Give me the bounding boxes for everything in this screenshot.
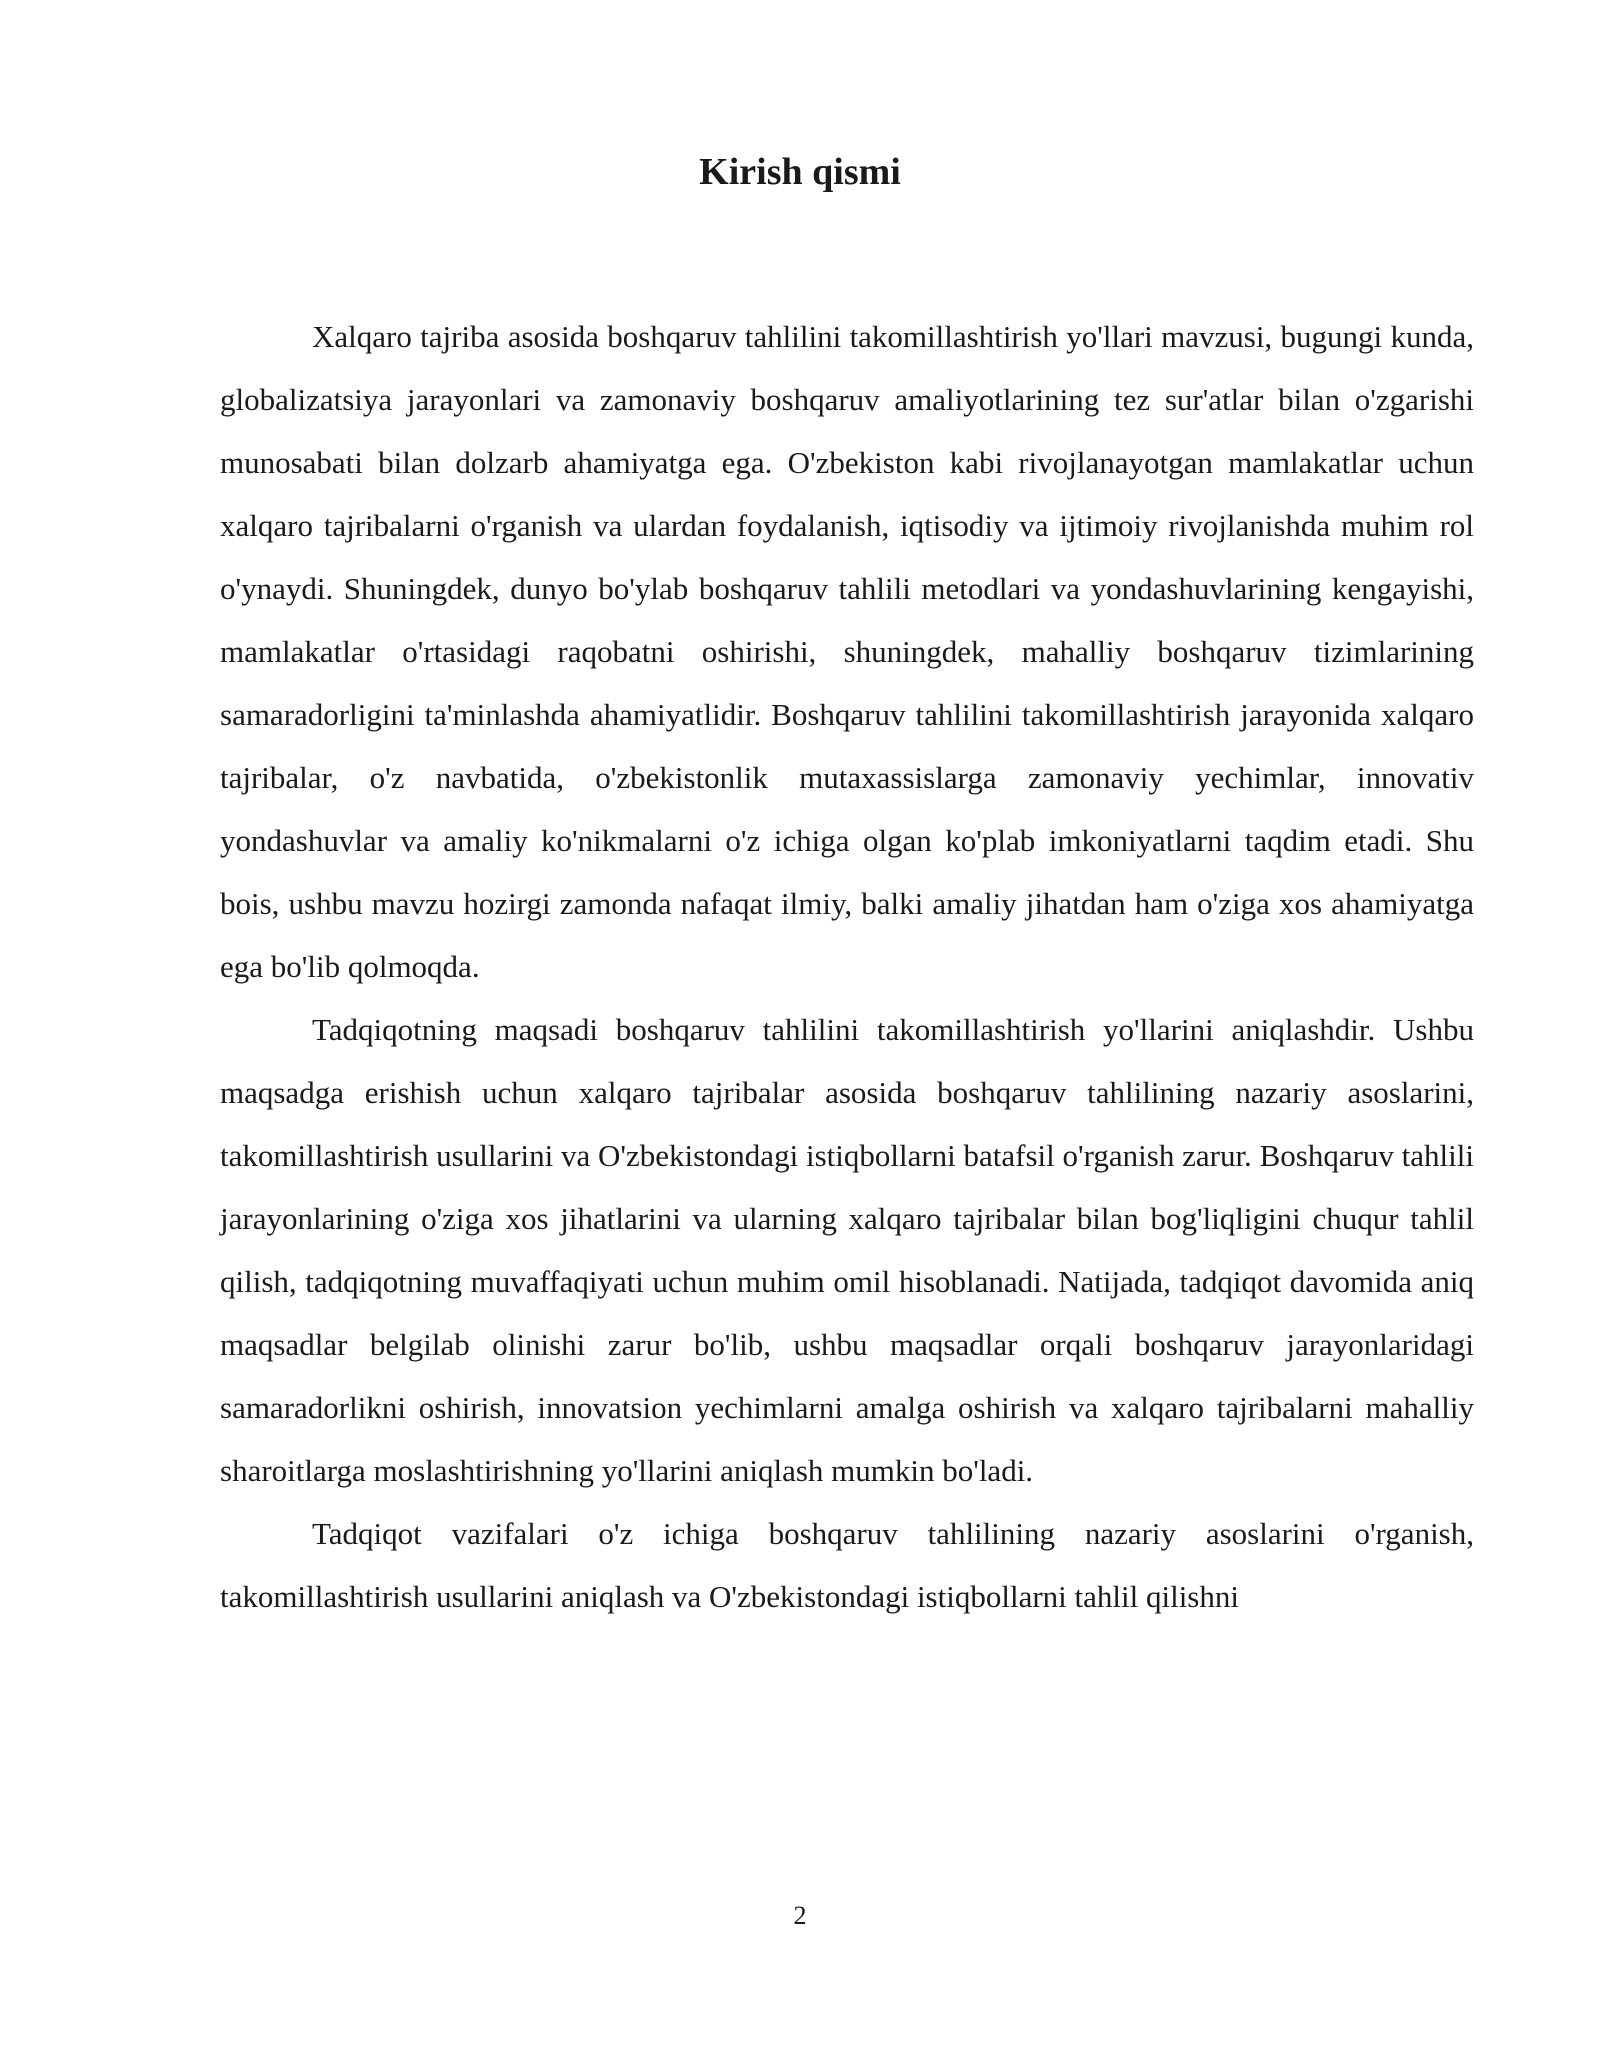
- paragraph-3: Tadqiqot vazifalari o'z ichiga boshqaruv tahlilining nazariy asoslarini o'rganish, takomillashtirish usullarini aniqlash va O'zbekistondagi istiqbollarni tahlil qilishni: [220, 1516, 1474, 1614]
- paragraph-1: Xalqaro tajriba asosida boshqaruv tahlilini takomillashtirish yo'llari mavzusi, bugungi kunda, globalizatsiya jarayonlari va zamonaviy boshqaruv amaliyotlarining tez sur'atlar bilan o'zgarishi munosabati bilan dolzarb ahamiyatga ega. O'zbekiston kabi rivojlanayotgan mamlakatlar uchun xalqaro tajribalarni o'rganish va ulardan foydalanish, iqtisodiy va ijtimoiy rivojlanishda muhim rol o'ynaydi. Shuningdek, dunyo bo'ylab boshqaruv tahlili metodlari va yondashuvlarining kengayishi, mamlakatlar o'rtasidagi raqobatni oshirishi, shuningdek, mahalliy boshqaruv tizimlarining samaradorligini ta'minlashda ahamiyatlidir. Boshqaruv tahlilini takomillashtirish jarayonida xalqaro tajribalar, o'z navbatida, o'zbekistonlik mutaxassislarga zamonaviy yechimlar, innovativ yondashuvlar va amaliy ko'nikmalarni o'z ichiga olgan ko'plab imkoniyatlarni taqdim etadi. Shu bois, ushbu mavzu hozirgi zamonda nafaqat ilmiy, balki amaliy jihatdan ham o'ziga xos ahamiyatga ega bo'lib qolmoqda.: [220, 319, 1474, 984]
- body-text: [220, 305, 1474, 1628]
- paragraph-2: Tadqiqotning maqsadi boshqaruv tahlilini takomillashtirish yo'llarini aniqlashdir. Ushbu maqsadga erishish uchun xalqaro tajribalar asosida boshqaruv tahlilining nazariy asoslarini, takomillashtirish usullarini va O'zbekistondagi istiqbollarni batafsil o'rganish zarur. Boshqaruv tahlili jarayonlarining o'ziga xos jihatlarini va ularning xalqaro tajribalar bilan bog'liqligini chuqur tahlil qilish, tadqiqotning muvaffaqiyati uchun muhim omil hisoblanadi. Natijada, tadqiqot davomida aniq maqsadlar belgilab olinishi zarur bo'lib, ushbu maqsadlar orqali boshqaruv jarayonlaridagi samaradorlikni oshirish, innovatsion yechimlarni amalga oshirish va xalqaro tajribalarni mahalliy sharoitlarga moslashtirishning yo'llarini aniqlash mumkin bo'ladi.: [220, 1012, 1474, 1488]
- page-title: Kirish qismi: [699, 151, 901, 193]
- page-number: 2: [793, 1901, 807, 1930]
